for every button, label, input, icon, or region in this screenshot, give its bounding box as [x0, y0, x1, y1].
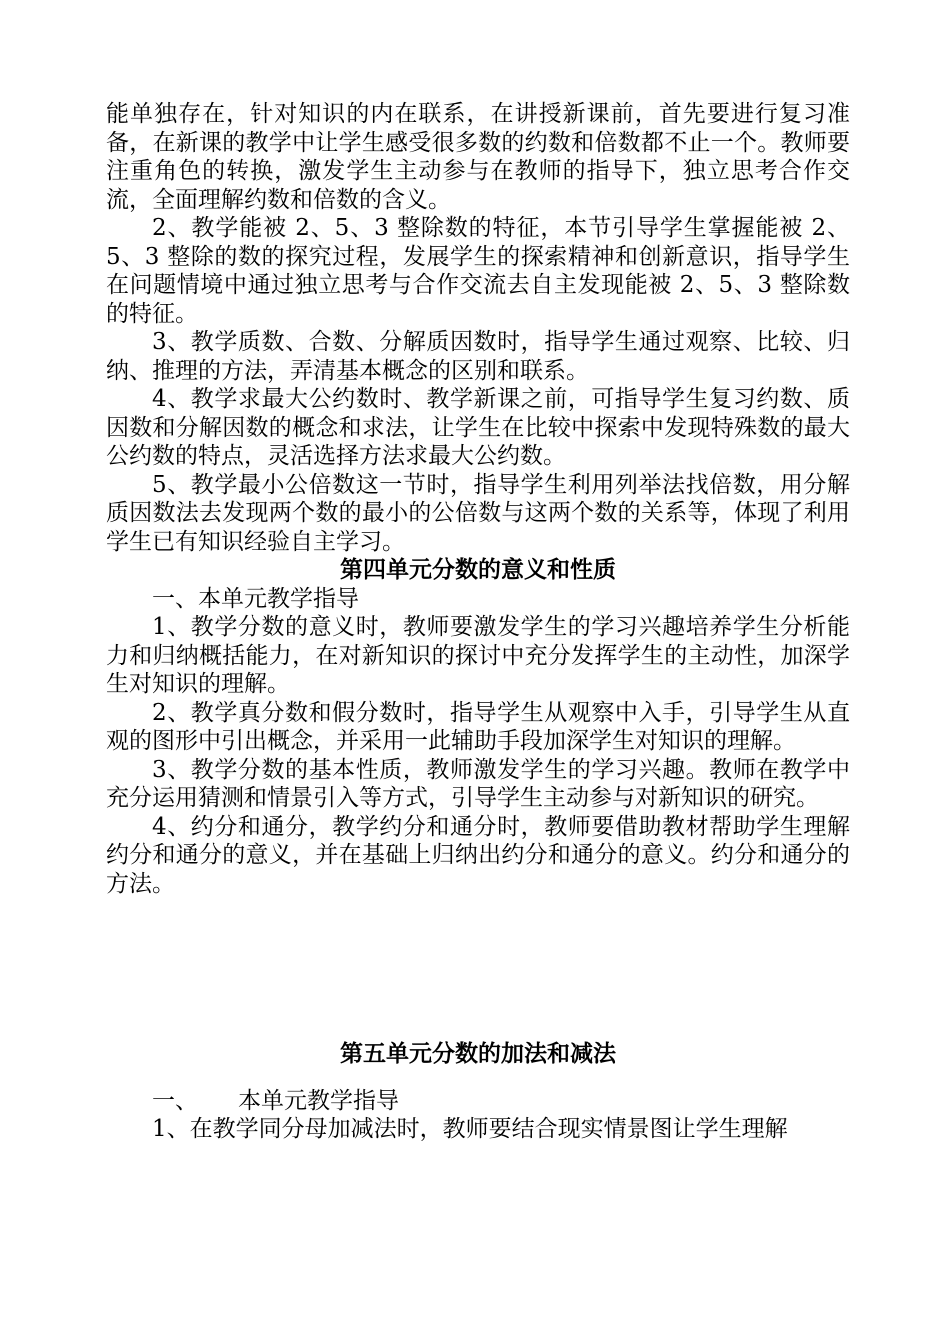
- paragraph-basic-property: 3、教学分数的基本性质，教师激发学生的学习兴趣。教师在教学中充分运用猜测和情景引入等方式，引导学生主动参与对新知识的研究。: [106, 756, 850, 811]
- document-page: [106, 100, 850, 1144]
- paragraph-gcd: 4、教学求最大公约数时、教学新课之前，可指导学生复习约数、质因数和分解因数的概念和求法，让学生在比较中探索中发现特殊数的最大公约数的特点，灵活选择方法求最大公约数。: [106, 386, 850, 469]
- paragraph-factors-multiples: 能单独存在，针对知识的内在联系，在讲授新课前，首先要进行复习准备，在新课的教学中让学生感受很多数的约数和倍数都不止一个。教师要注重角色的转换，激发学生主动参与在教师的指导下，独立思考合作交流，全面理解约数和倍数的含义。: [106, 101, 850, 213]
- unit5-subheading-number: 一、: [152, 1087, 198, 1114]
- paragraph-proper-improper: 2、教学真分数和假分数时，指导学生从观察中入手，引导学生从直观的图形中引出概念，并采用一此辅助手段加深学生对知识的理解。: [106, 699, 850, 754]
- paragraph-fraction-meaning: 1、教学分数的意义时，教师要激发学生的学习兴趣培养学生分析能力和归纳概括能力，在对新知识的探讨中充分发挥学生的主动性，加深学生对知识的理解。: [106, 614, 850, 697]
- paragraph-lcm: 5、教学最小公倍数这一节时，指导学生利用列举法找倍数，用分解质因数法去发现两个数的最小的公倍数与这两个数的关系等，体现了利用学生已有知识经验自主学习。: [106, 471, 850, 555]
- paragraph-divisibility: 2、教学能被 2、5、3 整除数的特征，本节引导学生掌握能被 2、5、3 整除的数的探究过程，发展学生的探索精神和创新意识，指导学生在问题情境中通过独立思考与合作交流去自主发现能被 2、5、3 整除数的特征。: [106, 215, 850, 327]
- unit4-subheading: 一、本单元教学指导: [152, 585, 359, 612]
- unit4-heading: 第四单元分数的意义和性质: [340, 556, 616, 583]
- unit5-subheading-text: 本单元教学指导: [238, 1087, 399, 1114]
- unit5-heading: 第五单元分数的加法和减法: [340, 1040, 616, 1067]
- paragraph-same-denominator: 1、在教学同分母加减法时，教师要结合现实情景图让学生理解: [152, 1116, 788, 1142]
- unit5-subheading: [106, 1087, 850, 1116]
- paragraph-prime-composite: 3、教学质数、合数、分解质因数时，指导学生通过观察、比较、归纳、推理的方法，弄清基本概念的区别和联系。: [106, 329, 850, 384]
- paragraph-reduce-common: 4、约分和通分，教学约分和通分时，教师要借助教材帮助学生理解约分和通分的意义，并在基础上归纳出约分和通分的意义。约分和通分的方法。: [106, 813, 850, 897]
